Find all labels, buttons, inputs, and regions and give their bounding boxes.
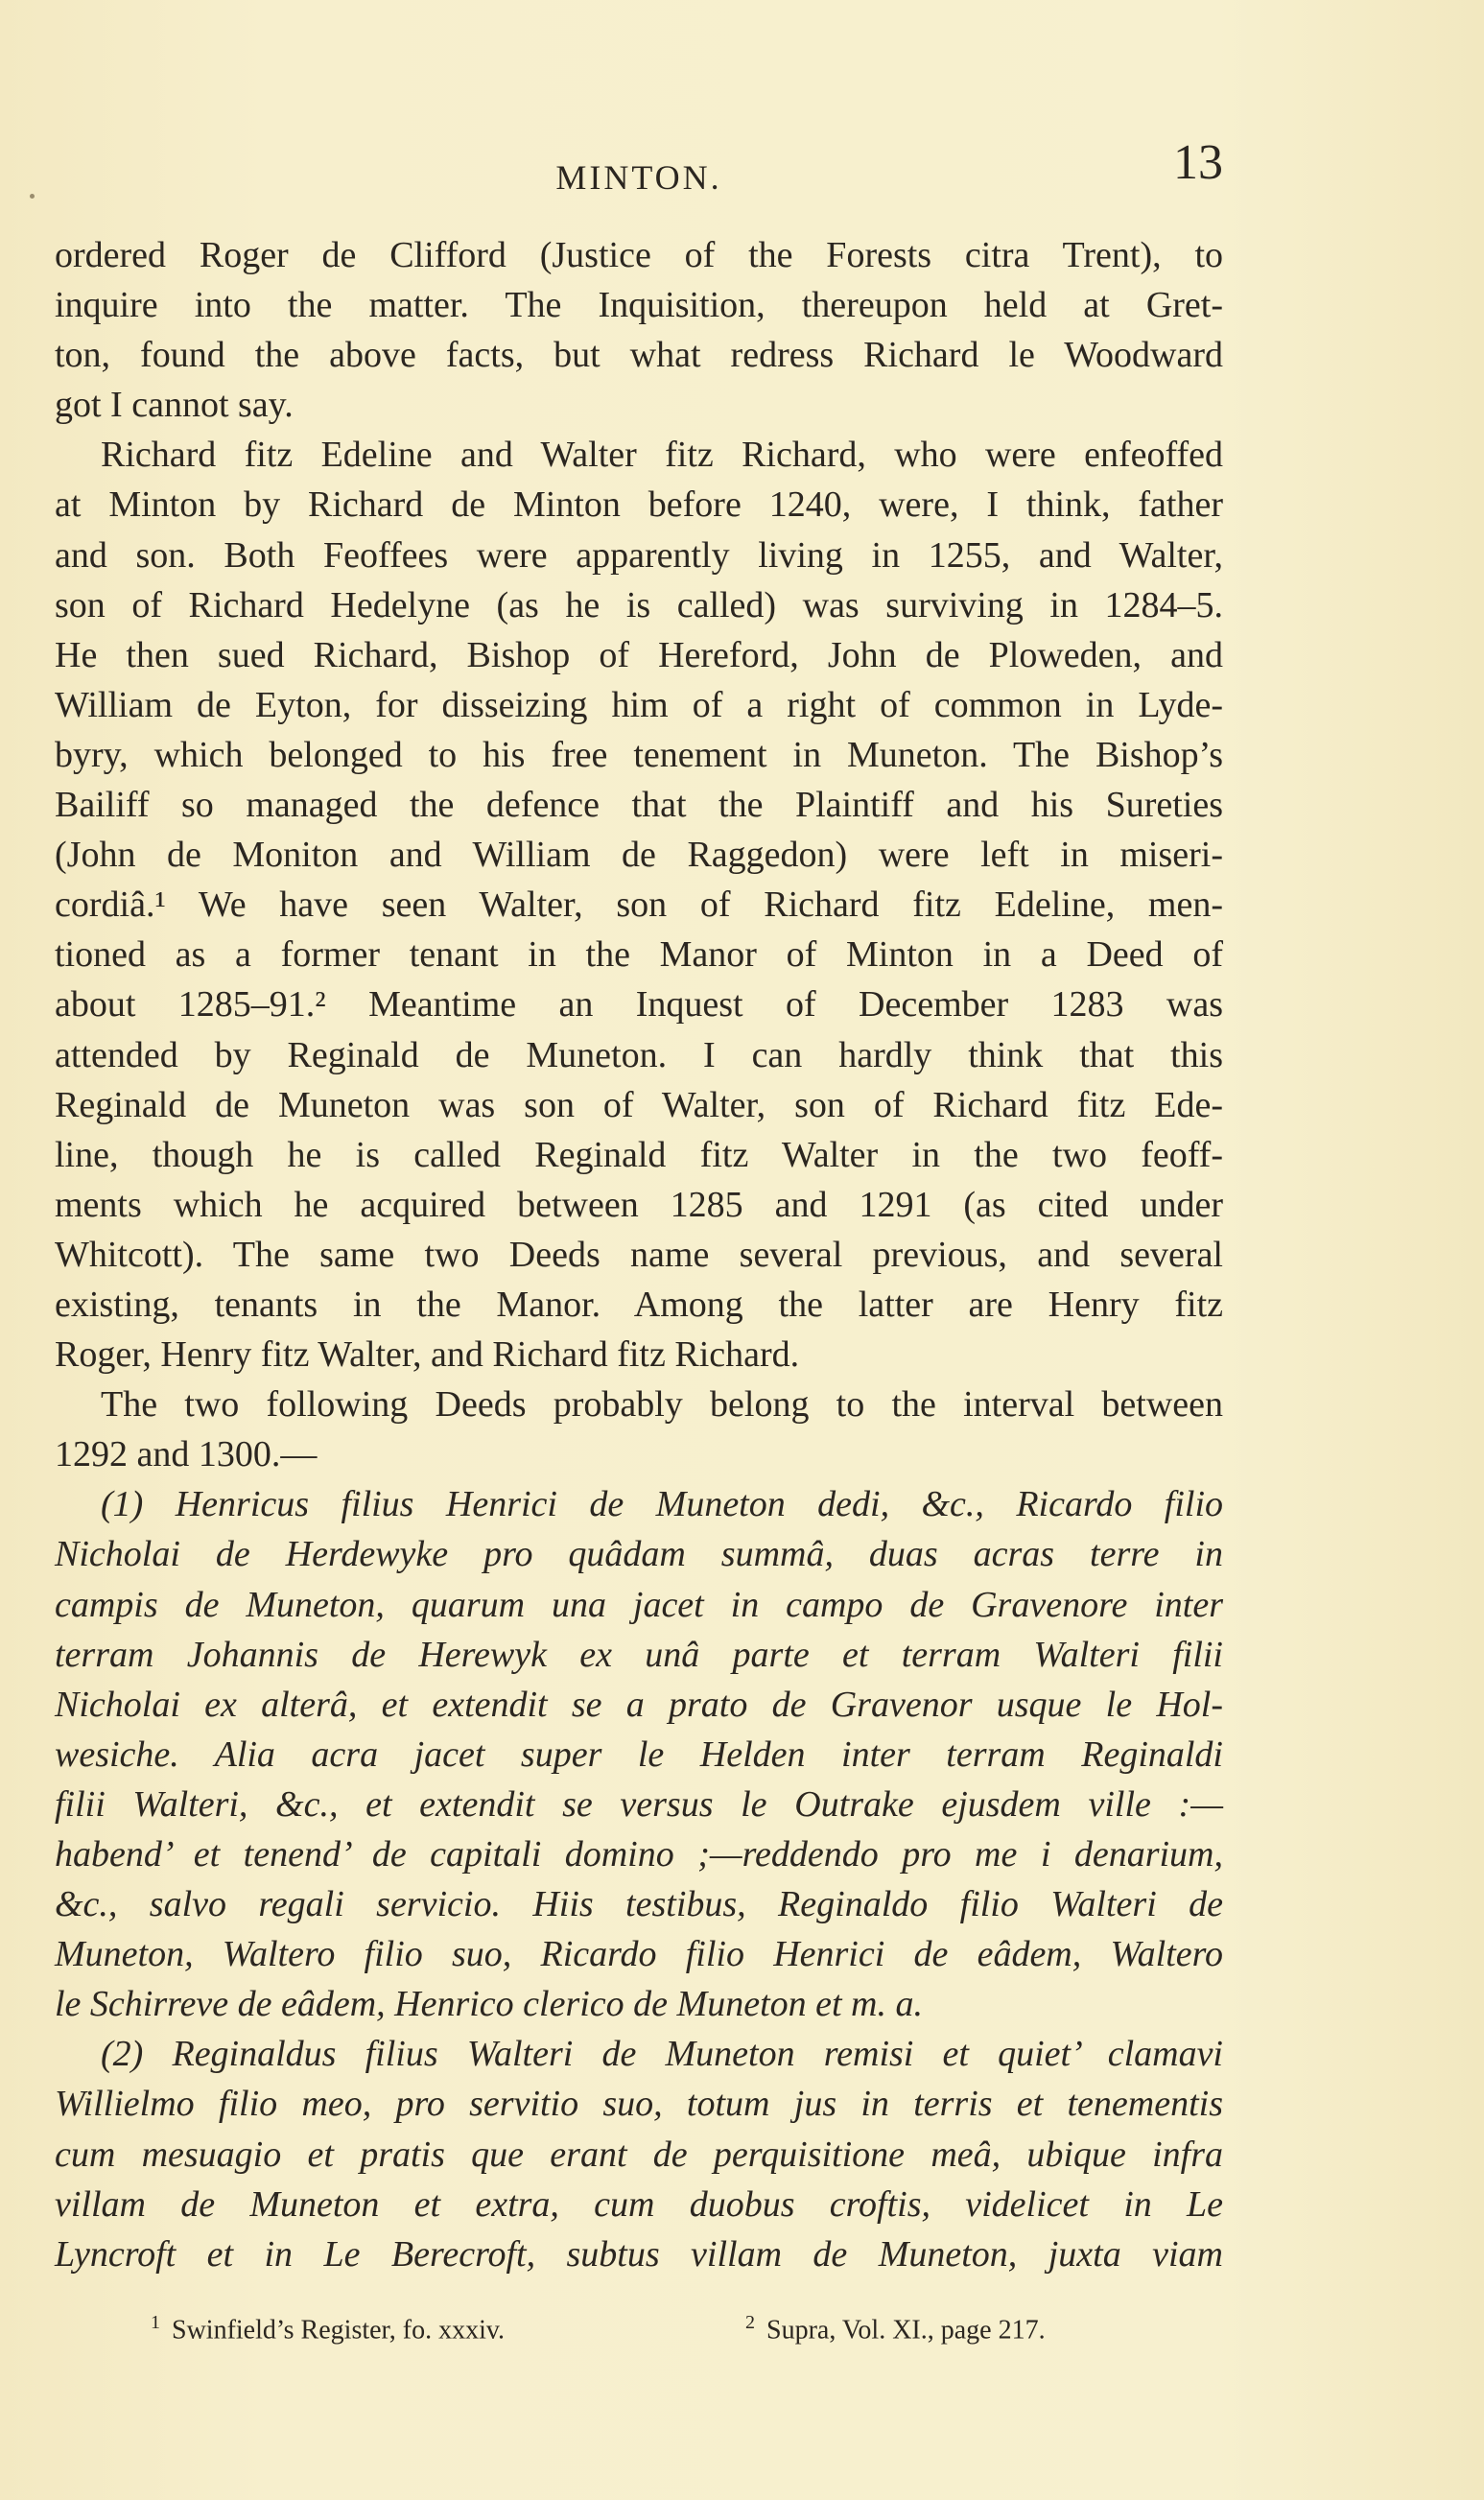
text-line: ments which he acquired between 1285 and 1291 (as cited under <box>55 1184 1223 1225</box>
text-line: and son. Both Feoffees were apparently living in 1255, and Walter, <box>55 534 1223 576</box>
text-line: got I cannot say. <box>55 385 294 426</box>
footnote-1 <box>151 2312 505 2346</box>
text-line: The two following Deeds probably belong to the interval between <box>101 1384 1223 1426</box>
latin-line: villam de Muneton et extra, cum duobus croftis, videlicet in Le <box>55 2183 1223 2225</box>
text-line: byry, which belonged to his free tenement in Muneton. The Bishop’s <box>55 734 1223 775</box>
footnotes <box>55 2312 1223 2360</box>
paper-speck <box>30 194 35 199</box>
latin-line: wesiche. Alia acra jacet super le Helden inter terram Reginaldi <box>55 1733 1223 1775</box>
running-title: MINTON. <box>555 158 722 197</box>
latin-line: terram Johannis de Herewyk ex unâ parte et terram Walteri filii <box>55 1634 1223 1675</box>
text-line: Roger, Henry fitz Walter, and Richard fitz Richard. <box>55 1334 800 1376</box>
latin-line: (2) Reginaldus filius Walteri de Muneton remisi et quiet’ clamavi <box>101 2034 1223 2075</box>
latin-line: Muneton, Waltero filio suo, Ricardo filio Henrici de eâdem, Waltero <box>55 1934 1223 1975</box>
footnote-2 <box>745 2312 1046 2346</box>
text-line: Reginald de Muneton was son of Walter, son of Richard fitz Ede- <box>55 1084 1223 1125</box>
text-line: about 1285–91.² Meantime an Inquest of December 1283 was <box>55 984 1223 1026</box>
latin-line: (1) Henricus filius Henrici de Muneton dedi, &c., Ricardo filio <box>101 1484 1223 1525</box>
text-line: son of Richard Hedelyne (as he is called) was surviving in 1284–5. <box>55 584 1223 625</box>
footnote-marker: 2 <box>745 2312 755 2333</box>
latin-line: filii Walteri, &c., et extendit se versus le Outrake ejusdem ville :— <box>55 1783 1223 1825</box>
text-line: ordered Roger de Clifford (Justice of the Forests citra Trent), to <box>55 235 1223 275</box>
text-line: Bailiff so managed the defence that the Plaintiff and his Sureties <box>55 785 1223 826</box>
text-line: Whitcott). The same two Deeds name several previous, and several <box>55 1234 1223 1275</box>
text-line: inquire into the matter. The Inquisition, thereupon held at Gret- <box>55 285 1223 326</box>
page-number: 13 <box>1173 135 1223 190</box>
text-line: ton, found the above facts, but what redress Richard le Woodward <box>55 335 1223 376</box>
latin-line: Willielmo filio meo, pro servitio suo, totum jus in terris et tenementis <box>55 2084 1223 2125</box>
text-line: attended by Reginald de Muneton. I can hardly think that this <box>55 1034 1223 1075</box>
latin-line: &c., salvo regali servicio. Hiis testibus, Reginaldo filio Walteri de <box>55 1884 1223 1925</box>
text-line: line, though he is called Reginald fitz Walter in the two feoff- <box>55 1134 1223 1175</box>
latin-line: Lyncroft et in Le Berecroft, subtus villam de Muneton, juxta viam <box>55 2233 1223 2275</box>
latin-line: Nicholai de Herdewyke pro quâdam summâ, duas acras terre in <box>55 1534 1223 1575</box>
text-line: at Minton by Richard de Minton before 1240, were, I think, father <box>55 484 1223 526</box>
latin-line: campis de Muneton, quarum una jacet in campo de Gravenore inter <box>55 1584 1223 1625</box>
text-line: existing, tenants in the Manor. Among the latter are Henry fitz <box>55 1284 1223 1325</box>
footnote-text: Swinfield’s Register, fo. xxxiv. <box>172 2315 506 2346</box>
text-line: William de Eyton, for disseizing him of a right of common in Lyde- <box>55 684 1223 725</box>
text-line: (John de Moniton and William de Raggedon) were left in miseri- <box>55 835 1223 876</box>
text-line: He then sued Richard, Bishop of Hereford, John de Ploweden, and <box>55 634 1223 675</box>
text-line: Richard fitz Edeline and Walter fitz Richard, who were enfeoffed <box>101 435 1223 476</box>
text-line: 1292 and 1300.— <box>55 1434 318 1475</box>
body-text <box>55 230 1223 2279</box>
footnote-text: Supra, Vol. XI., page 217. <box>766 2315 1046 2346</box>
latin-line: Nicholai ex alterâ, et extendit se a prato de Gravenor usque le Hol- <box>55 1684 1223 1725</box>
latin-line: cum mesuagio et pratis que erant de perquisitione meâ, ubique infra <box>55 2134 1223 2175</box>
footnote-marker: 1 <box>151 2312 160 2333</box>
running-head <box>55 134 1223 201</box>
text-line: tioned as a former tenant in the Manor of Minton in a Deed of <box>55 934 1223 976</box>
latin-line: habend’ et tenend’ de capitali domino ;—reddendo pro me i denarium, <box>55 1834 1223 1875</box>
text-line: cordiâ.¹ We have seen Walter, son of Richard fitz Edeline, men- <box>55 884 1223 926</box>
latin-line: le Schirreve de eâdem, Henrico clerico de Muneton et m. a. <box>55 1984 923 2025</box>
